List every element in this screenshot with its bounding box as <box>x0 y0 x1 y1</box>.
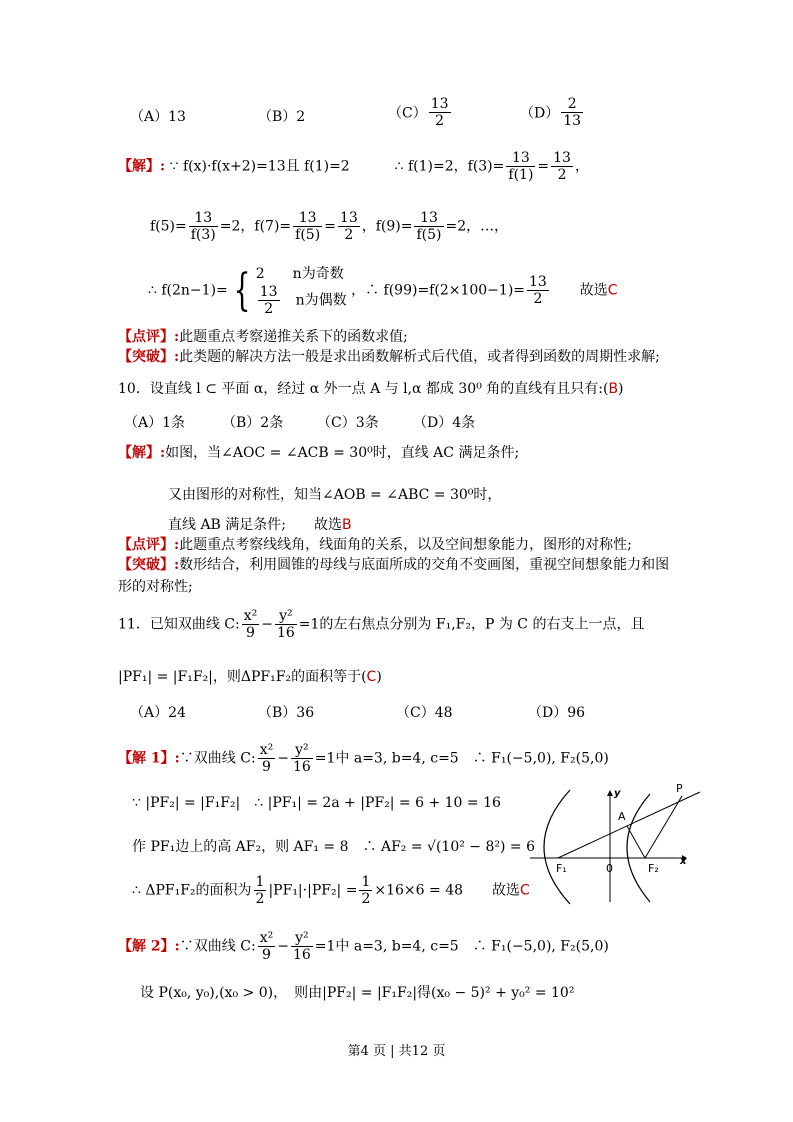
q11-solution2-line1: 【解 2】:∵双曲线 C: $\frac{\text{x²}}{9}$ − $\frac{\text{y²}}{16}$ =1中 a=3, b=4, c=5 ∴ F₁(−5,0), F₂(5,0) <box>118 930 609 963</box>
q9-option-a: （A）13 <box>130 109 186 125</box>
label-p: P <box>676 782 683 795</box>
q11-option-c: （C）48 <box>396 705 453 721</box>
label-o: 0 <box>606 862 613 875</box>
q9-solution-line1: 【解】: ∵ f(x)·f(x+2)=13且 f(1)=2 ∴ f(1)=2，f(3)= $\frac{13}{f(1)}$ = $\frac{13}{2}$ ， <box>118 150 589 183</box>
label-x: x <box>680 856 687 867</box>
q11-option-b: （B）36 <box>258 705 315 721</box>
q11-solution1-line3: 作 PF₁边上的高 AF₂，则 AF₁ = 8 ∴ AF₂ = √(10² − 8²) = 6 <box>132 839 535 855</box>
q9-breakthrough: 【突破】:此类题的解决方法一般是求出函数解析式后代值，或者得到函数的周期性求解; <box>118 349 660 365</box>
label-f2: F₂ <box>648 862 659 875</box>
q10-stem: 10．设直线 l ⊂ 平面 α，经过 α 外一点 A 与 l,α 都成 30⁰ 角的直线有且只有:(B) <box>118 381 624 397</box>
q11-option-d: （D）96 <box>528 705 586 721</box>
q11-solution1-line4: ∴ ΔPF₁F₂的面积为 $\frac{1}{2}$ |PF₁|·|PF₂| = $\frac{1}{2}$ ×16×6 = 48 故选C <box>132 874 530 907</box>
label-y: y <box>614 788 621 799</box>
q10-breakthrough-line1: 【突破】:数形结合，利用圆锥的母线与底面所成的交角不变画图，重视空间想象能力和图 <box>118 557 670 573</box>
hyperbola-right-branch <box>627 794 650 902</box>
segment-pf2 <box>645 796 682 858</box>
label-a: A <box>618 810 626 823</box>
q10-breakthrough-line2: 形的对称性; <box>118 579 193 595</box>
q9-review: 【点评】:此题重点考察递推关系下的函数求值; <box>118 329 408 345</box>
hyperbola-left-branch <box>544 790 570 904</box>
hyperbola-figure <box>530 782 710 912</box>
label-f1: F₁ <box>556 862 567 875</box>
page-footer: 第4 页 | 共12 页 <box>347 1044 446 1059</box>
q11-stem-line2: |PF₁| = |F₁F₂|，则ΔPF₁F₂的面积等于(C) <box>118 669 382 685</box>
q9-solution-line2: f(5)= $\frac{13}{f(3)}$ =2，f(7)= $\frac{13}{f(5)}$ = $\frac{13}{2}$ ，f(9)= $\frac{13}{f(5)}$ =2，…， <box>150 210 509 243</box>
q9-option-b: （B）2 <box>258 109 306 125</box>
q10-option-b: （B）2条 <box>222 415 284 431</box>
q10-review: 【点评】:此题重点考察线线角，线面角的关系，以及空间想象能力，图形的对称性; <box>118 537 632 553</box>
q9-option-d: （D） $\frac{2}{13}$ <box>520 96 582 129</box>
segment-af2 <box>627 826 645 858</box>
q11-solution1-line2: ∵ |PF₂| = |F₁F₂| ∴ |PF₁| = 2a + |PF₂| = 6 + 10 = 16 <box>132 795 501 811</box>
q9-option-c: （C） $\frac{13}{2}$ <box>388 96 449 129</box>
q11-solution1-line1: 【解 1】:∵双曲线 C: $\frac{\text{x²}}{9}$ − $\frac{\text{y²}}{16}$ =1中 a=3, b=4, c=5 ∴ F₁(−5,0), F₂(5,0) <box>118 742 609 775</box>
q10-option-d: （D）4条 <box>413 415 476 431</box>
q11-solution2-line2: 设 P(x₀, y₀),(x₀ > 0)， 则由|PF₂| = |F₁F₂|得(x₀ − 5)² + y₀² = 10² <box>140 985 575 1001</box>
q10-solution-line2: 又由图形的对称性，知当∠AOB = ∠ABC = 30⁰时， <box>168 487 502 503</box>
q10-solution-line1: 【解】:如图，当∠AOC = ∠ACB = 30⁰时，直线 AC 满足条件; <box>118 445 520 461</box>
q11-option-a: （A）24 <box>130 705 186 721</box>
q10-option-c: （C）3条 <box>317 415 379 431</box>
y-axis-arrow <box>607 790 613 796</box>
q11-stem-line1: 11．已知双曲线 C: $\frac{\text{x²}}{9}$ − $\frac{\text{y²}}{16}$ =1的左右焦点分别为 F₁,F₂，P 为 C 的右支上一点，且 <box>118 608 645 641</box>
q9-solution-line3: ∴ f(2n−1)= { 2 n为奇数 $\frac{13}{2}$ n为偶数 ，∴ f(99)=f(2×100−1)= $\frac{13}{2}$ 故选C <box>148 264 618 317</box>
q10-option-a: （A）1条 <box>124 415 186 431</box>
q10-solution-line3: 直线 AB 满足条件; 故选B <box>168 517 352 533</box>
